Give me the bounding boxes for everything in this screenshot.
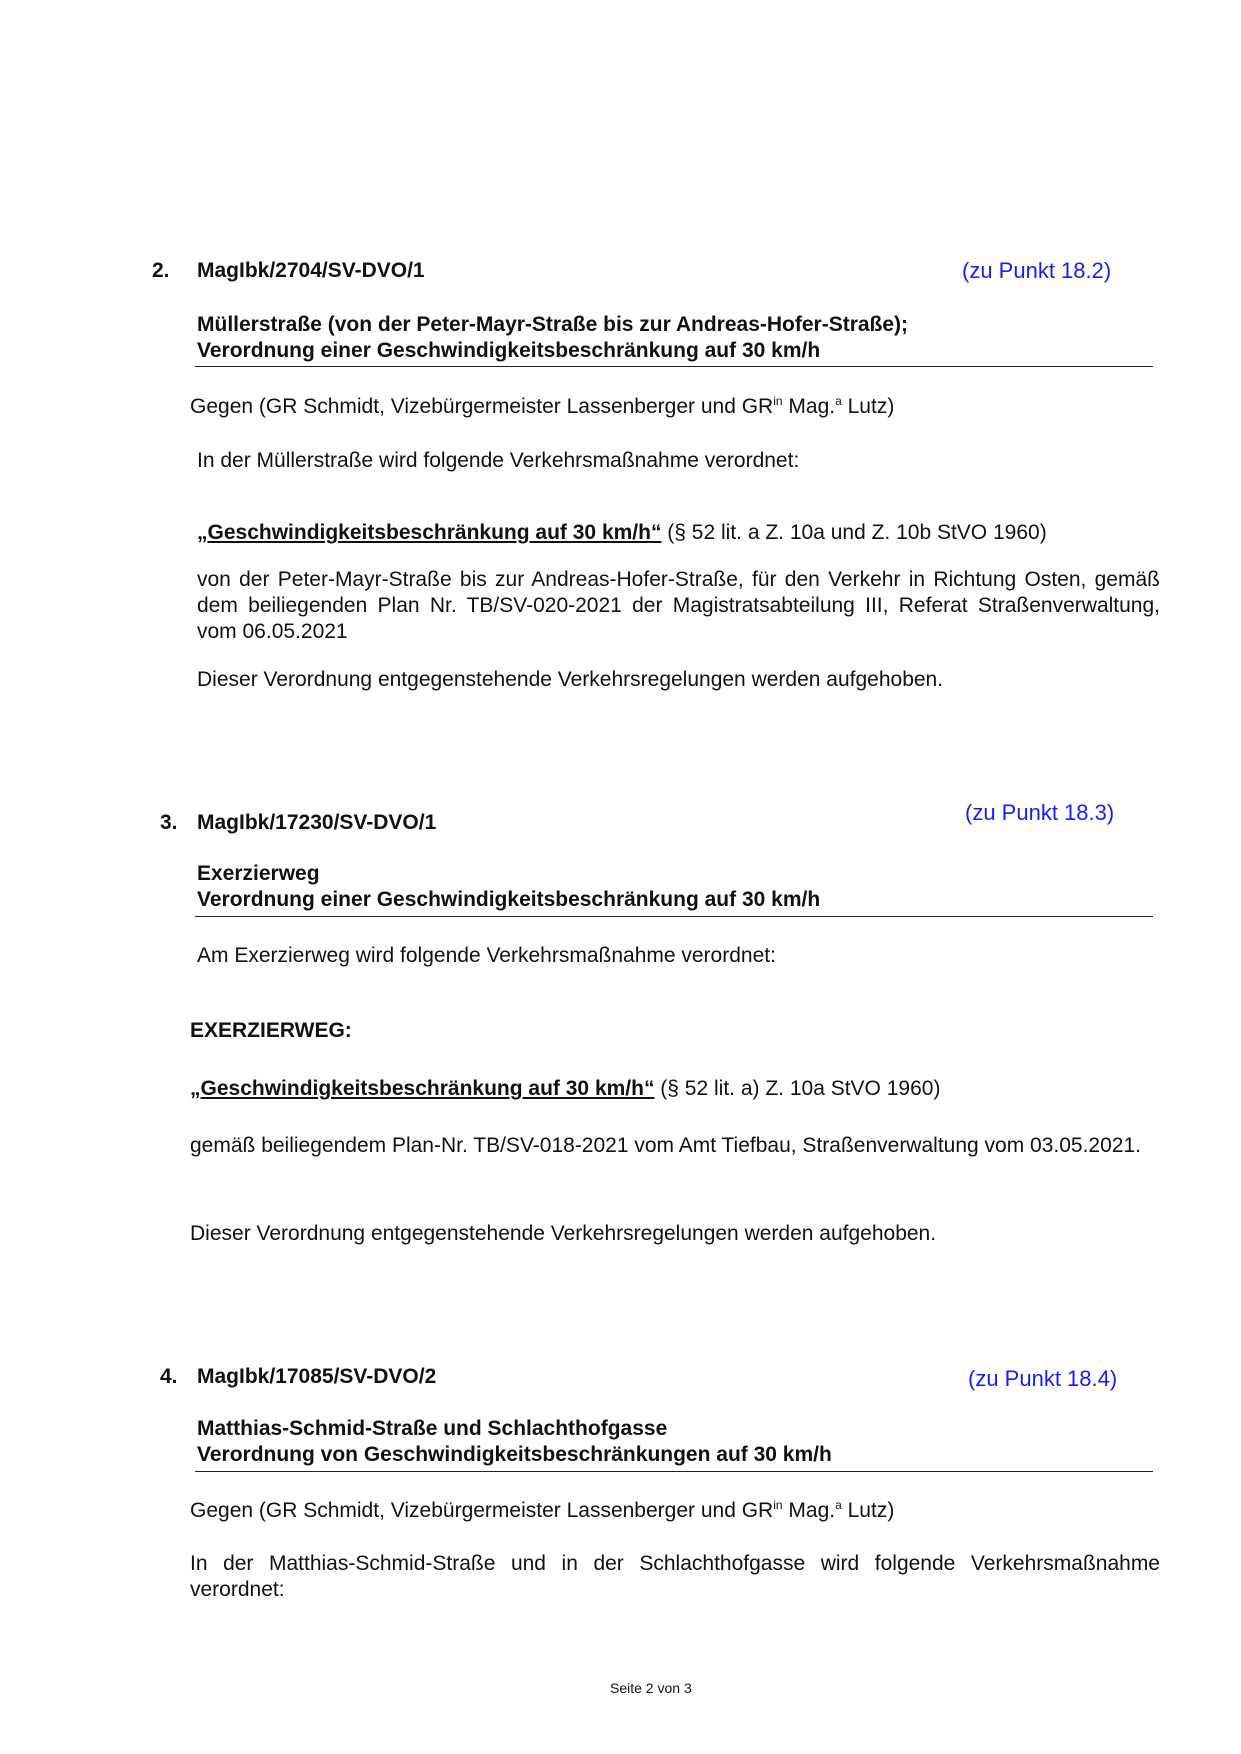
item-4-title-rule <box>195 1471 1153 1472</box>
item-3-title-line2: Verordnung einer Geschwindigkeitsbeschränkung auf 30 km/h <box>197 888 821 911</box>
page-footer: Seite 2 von 3 <box>610 1680 692 1696</box>
item-3-closing: Dieser Verordnung entgegenstehende Verkehrsregelungen werden aufgehoben. <box>190 1222 937 1245</box>
item-4-title-line2: Verordnung von Geschwindigkeitsbeschränkungen auf 30 km/h <box>197 1443 832 1466</box>
item-3-measure: „Geschwindigkeitsbeschränkung auf 30 km/h“ (§ 52 lit. a) Z. 10a StVO 1960) <box>190 1077 941 1100</box>
item-4-reference: MagIbk/17085/SV-DVO/2 <box>197 1365 437 1388</box>
item-2-title-line1: Müllerstraße (von der Peter-Mayr-Straße bis zur Andreas-Hofer-Straße); <box>197 313 909 336</box>
item-2-punkt-link[interactable]: (zu Punkt 18.2) <box>962 258 1112 283</box>
item-2-measure-title: „Geschwindigkeitsbeschränkung auf 30 km/h“ <box>197 521 662 544</box>
item-3-details: gemäß beiliegendem Plan-Nr. TB/SV-018-2021 vom Amt Tiefbau, Straßenverwaltung vom 03.05.2021. <box>190 1134 1141 1157</box>
item-2-reference: MagIbk/2704/SV-DVO/1 <box>197 259 425 282</box>
item-2-intro: In der Müllerstraße wird folgende Verkehrsmaßnahme verordnet: <box>197 449 800 472</box>
item-4-punkt-link[interactable]: (zu Punkt 18.4) <box>968 1366 1118 1391</box>
item-2-closing: Dieser Verordnung entgegenstehende Verkehrsregelungen werden aufgehoben. <box>197 668 944 691</box>
item-3-title-line1: Exerzierweg <box>197 862 320 885</box>
item-3-reference: MagIbk/17230/SV-DVO/1 <box>197 811 437 834</box>
item-3-number: 3. <box>160 811 178 834</box>
item-4-title-line1: Matthias-Schmid-Straße und Schlachthofgasse <box>197 1417 668 1440</box>
item-2-details: von der Peter-Mayr-Straße bis zur Andreas-Hofer-Straße, für den Verkehr in Richtung Osten, gemäß dem beiliegenden Plan Nr. TB/SV-020-2021 der Magistratsabteilung III, Referat Straßenverwaltung, vom 06.05.2021 <box>197 568 1160 643</box>
item-2-vote: Gegen (GR Schmidt, Vizebürgermeister Lassenberger und $GR^{in}$ Mag.$^a$ Lutz) <box>190 394 895 418</box>
item-4-vote: Gegen (GR Schmidt, Vizebürgermeister Lassenberger und $GR^{in}$ Mag.$^a$ Lutz) <box>190 1498 895 1522</box>
item-2-title-rule <box>195 366 1153 367</box>
item-3-heading: EXERZIERWEG: <box>190 1019 352 1042</box>
item-3-title-rule <box>195 916 1153 917</box>
item-4-title <box>197 1416 832 1468</box>
item-2-title-line2: Verordnung einer Geschwindigkeitsbeschränkung auf 30 km/h <box>197 339 821 362</box>
item-2-title <box>197 312 908 364</box>
item-2-measure: „Geschwindigkeitsbeschränkung auf 30 km/h“ (§ 52 lit. a Z. 10a und Z. 10b StVO 1960) <box>197 521 1047 544</box>
item-4-intro: In der Matthias-Schmid-Straße und in der Schlachthofgasse wird folgende Verkehrsmaßnahme verordnet: <box>190 1552 1160 1601</box>
item-2-number: 2. <box>152 259 170 282</box>
item-3-title <box>197 861 820 913</box>
item-3-measure-title: „Geschwindigkeitsbeschränkung auf 30 km/h“ <box>190 1077 655 1100</box>
item-4-number: 4. <box>160 1365 178 1388</box>
item-3-intro: Am Exerzierweg wird folgende Verkehrsmaßnahme verordnet: <box>197 944 776 967</box>
item-3-punkt-link[interactable]: (zu Punkt 18.3) <box>965 800 1115 825</box>
